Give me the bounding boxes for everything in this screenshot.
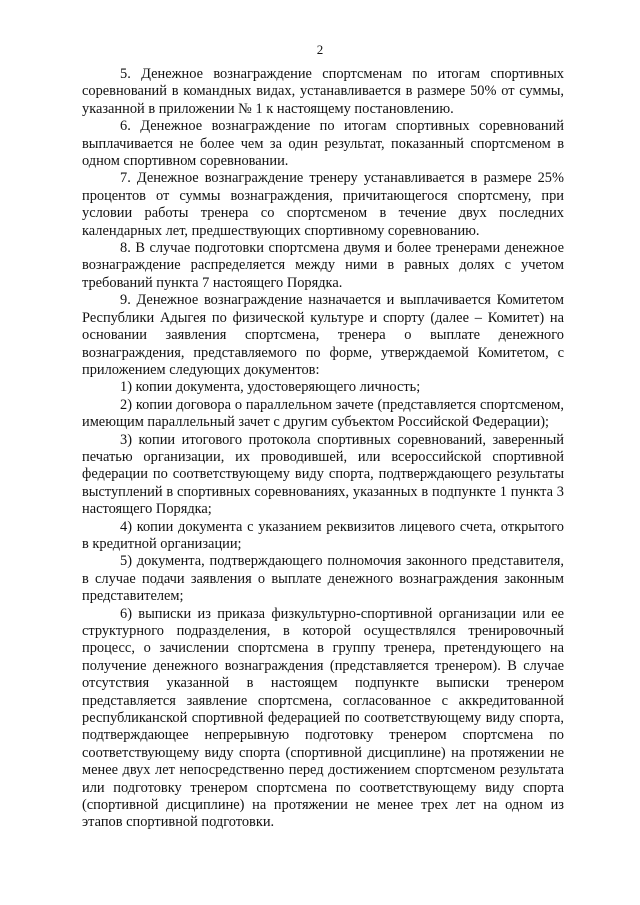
page-number: 2 (316, 42, 324, 57)
list-item-6: 6) выписки из приказа физкультурно-спортивной организации или ее структурного подразделения, в которой осуществлялся тренировочный процесс, о зачислении спортсмена в группу тренера, претендующего на получение денежного вознаграждения (представляется тренером). В случае отсутствия указанной в настоящем подпункте выписки тренером представляется заявление спортсмена, согласованное с аккредитованной республиканской спортивной федерацией по соответствующему виду спорта, подтверждающее непрерывную подготовку тренером спортсмена по соответствующему виду спорта (спортивной дисциплине) на протяжении не менее двух лет непосредственно перед достижением спортсменом результата или подготовку тренером спортсмена по соответствующему виду спорта (спортивной дисциплине) на протяжении не менее трех лет на одном из этапов спортивной подготовки. (82, 605, 564, 831)
list-item-4: 4) копии документа с указанием реквизитов лицевого счета, открытого в кредитной организации; (82, 518, 564, 552)
list-item-3: 3) копии итогового протокола спортивных соревнований, заверенный печатью организации, их проводившей, или всероссийской спортивной федерации по соответствующему виду спорта, подтверждающего результаты выступлений в спортивных соревнованиях, указанных в подпункте 1 пункта 3 настоящего Порядка; (82, 431, 564, 518)
paragraph-5: 5. Денежное вознаграждение спортсменам по итогам спортивных соревнований в командных видах, устанавливается в размере 50% от суммы, указанной в приложении № 1 к настоящему постановлению. (82, 66, 564, 117)
list-item-5: 5) документа, подтверждающего полномочия законного представителя, в случае подачи заявления о выплате денежного вознаграждения законным представителем; (82, 553, 564, 605)
paragraph-6: 6. Денежное вознаграждение по итогам спортивных соревнований выплачивается не более чем за один результат, показанный спортсменом в одном спортивном соревновании. (82, 118, 564, 170)
list-item-1: 1) копии документа, удостоверяющего личность; (120, 379, 421, 396)
document-body (82, 66, 564, 832)
list-item-2: 2) копии договора о параллельном зачете (представляется спортсменом, имеющим параллельный зачет с другим субъектом Российской Федерации); (82, 396, 564, 431)
paragraph-9: 9. Денежное вознаграждение назначается и выплачивается Комитетом Республики Адыгея по физической культуре и спорту (далее – Комитет) на основании заявления спортсмена, тренера о выплате денежного вознаграждения, представляемого по форме, утверждаемой Комитетом, с приложением следующих документов: (82, 292, 564, 378)
paragraph-8: 8. В случае подготовки спортсмена двумя и более тренерами денежное вознаграждение распределяется между ними в равных долях с учетом требований пункта 7 настоящего Порядка. (82, 240, 564, 291)
paragraph-7: 7. Денежное вознаграждение тренеру устанавливается в размере 25% процентов от суммы вознаграждения, причитающегося спортсмену, при условии работы тренера со спортсменом в течение двух последних календарных лет, предшествующих спортивному соревнованию. (82, 170, 564, 239)
